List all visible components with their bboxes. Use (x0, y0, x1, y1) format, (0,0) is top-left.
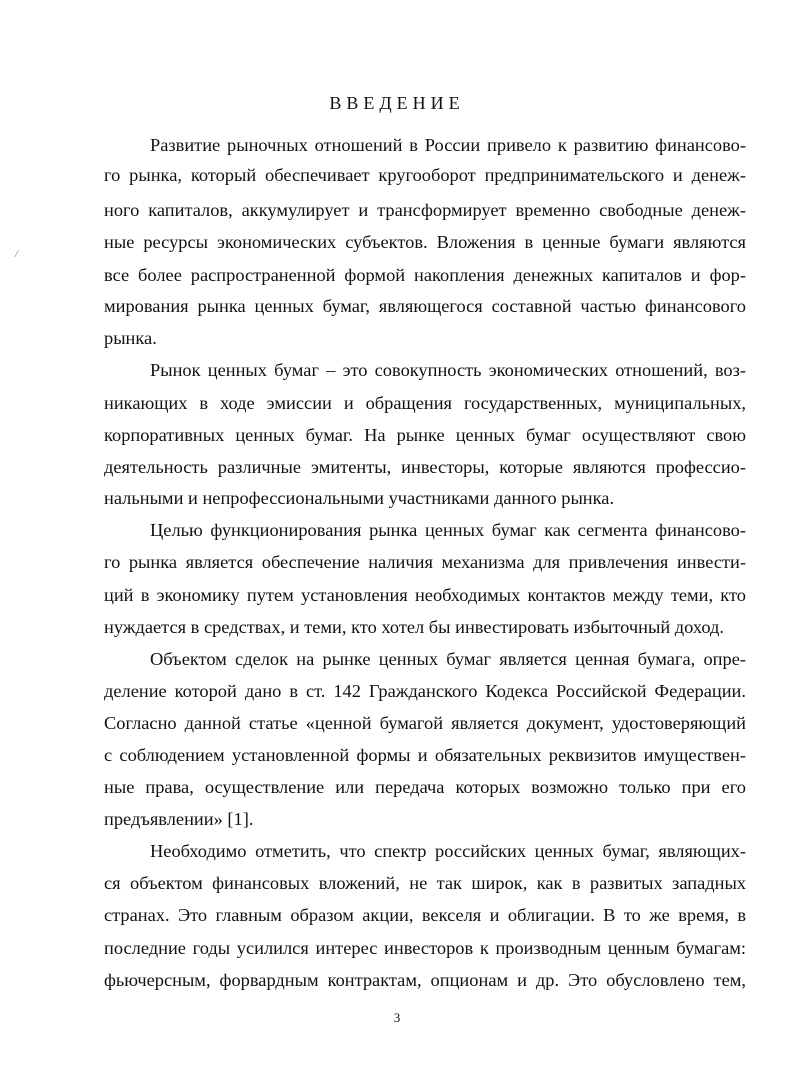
text-line: Согласно данной статье «ценной бумагой является документ, удостоверяющий (104, 713, 746, 733)
text-line: нуждается в средствах, и теми, кто хотел бы инвестировать избыточный доход. (104, 617, 724, 637)
text-line: странах. Это главным образом акции, векселя и облигации. В то же время, в (104, 905, 746, 925)
text-line: ся объектом финансовых вложений, не так широк, как в развитых западных (104, 873, 746, 893)
text-line: Объектом сделок на рынке ценных бумаг является ценная бумага, опре- (150, 649, 746, 669)
text-line: фьючерсным, форвардным контрактам, опционам и др. Это обусловлено тем, (104, 970, 746, 990)
text-line: деление которой дано в ст. 142 Гражданского Кодекса Российской Федерации. (104, 681, 746, 701)
text-line: Целью функционирования рынка ценных бумаг как сегмента финансово- (150, 520, 746, 540)
text-line: ные ресурсы экономических субъектов. Вложения в ценные бумаги являются (104, 232, 746, 252)
text-line: мирования рынка ценных бумаг, являющегося составной частью финансового (104, 296, 746, 316)
text-line: Рынок ценных бумаг – это совокупность экономических отношений, воз- (150, 360, 746, 380)
margin-mark: / (15, 248, 19, 260)
text-line: Необходимо отметить, что спектр российских ценных бумаг, являющих- (150, 841, 746, 861)
text-line: го рынка является обеспечение наличия механизма для привлечения инвести- (104, 552, 746, 572)
text-line: ного капиталов, аккумулирует и трансформирует временно свободные денеж- (104, 200, 746, 220)
text-line: никающих в ходе эмиссии и обращения государственных, муниципальных, (104, 393, 746, 413)
text-line: последние годы усилился интерес инвесторов к производным ценным бумагам: (104, 938, 746, 958)
text-line: рынка. (104, 328, 157, 348)
text-line: с соблюдением установленной формы и обязательных реквизитов имуществен- (104, 745, 746, 765)
text-line: деятельность различные эмитенты, инвесторы, которые являются профессио- (104, 457, 746, 477)
text-line: Развитие рыночных отношений в России привело к развитию финансово- (150, 135, 746, 155)
text-line: ные права, осуществление или передача которых возможно только при его (104, 777, 746, 797)
text-line: предъявлении» [1]. (104, 809, 254, 829)
text-line: ций в экономику путем установления необходимых контактов между теми, кто (104, 585, 746, 605)
page-title: ВВЕДЕНИЕ (329, 93, 465, 113)
page-number: 3 (393, 1010, 401, 1025)
text-line: нальными и непрофессиональными участниками данного рынка. (104, 488, 615, 508)
text-line: корпоративных ценных бумаг. На рынке ценных бумаг осуществляют свою (104, 425, 746, 445)
text-line: го рынка, который обеспечивает кругооборот предпринимательского и денеж- (104, 165, 746, 185)
text-line: все более распространенной формой накопления денежных капиталов и фор- (104, 265, 746, 285)
